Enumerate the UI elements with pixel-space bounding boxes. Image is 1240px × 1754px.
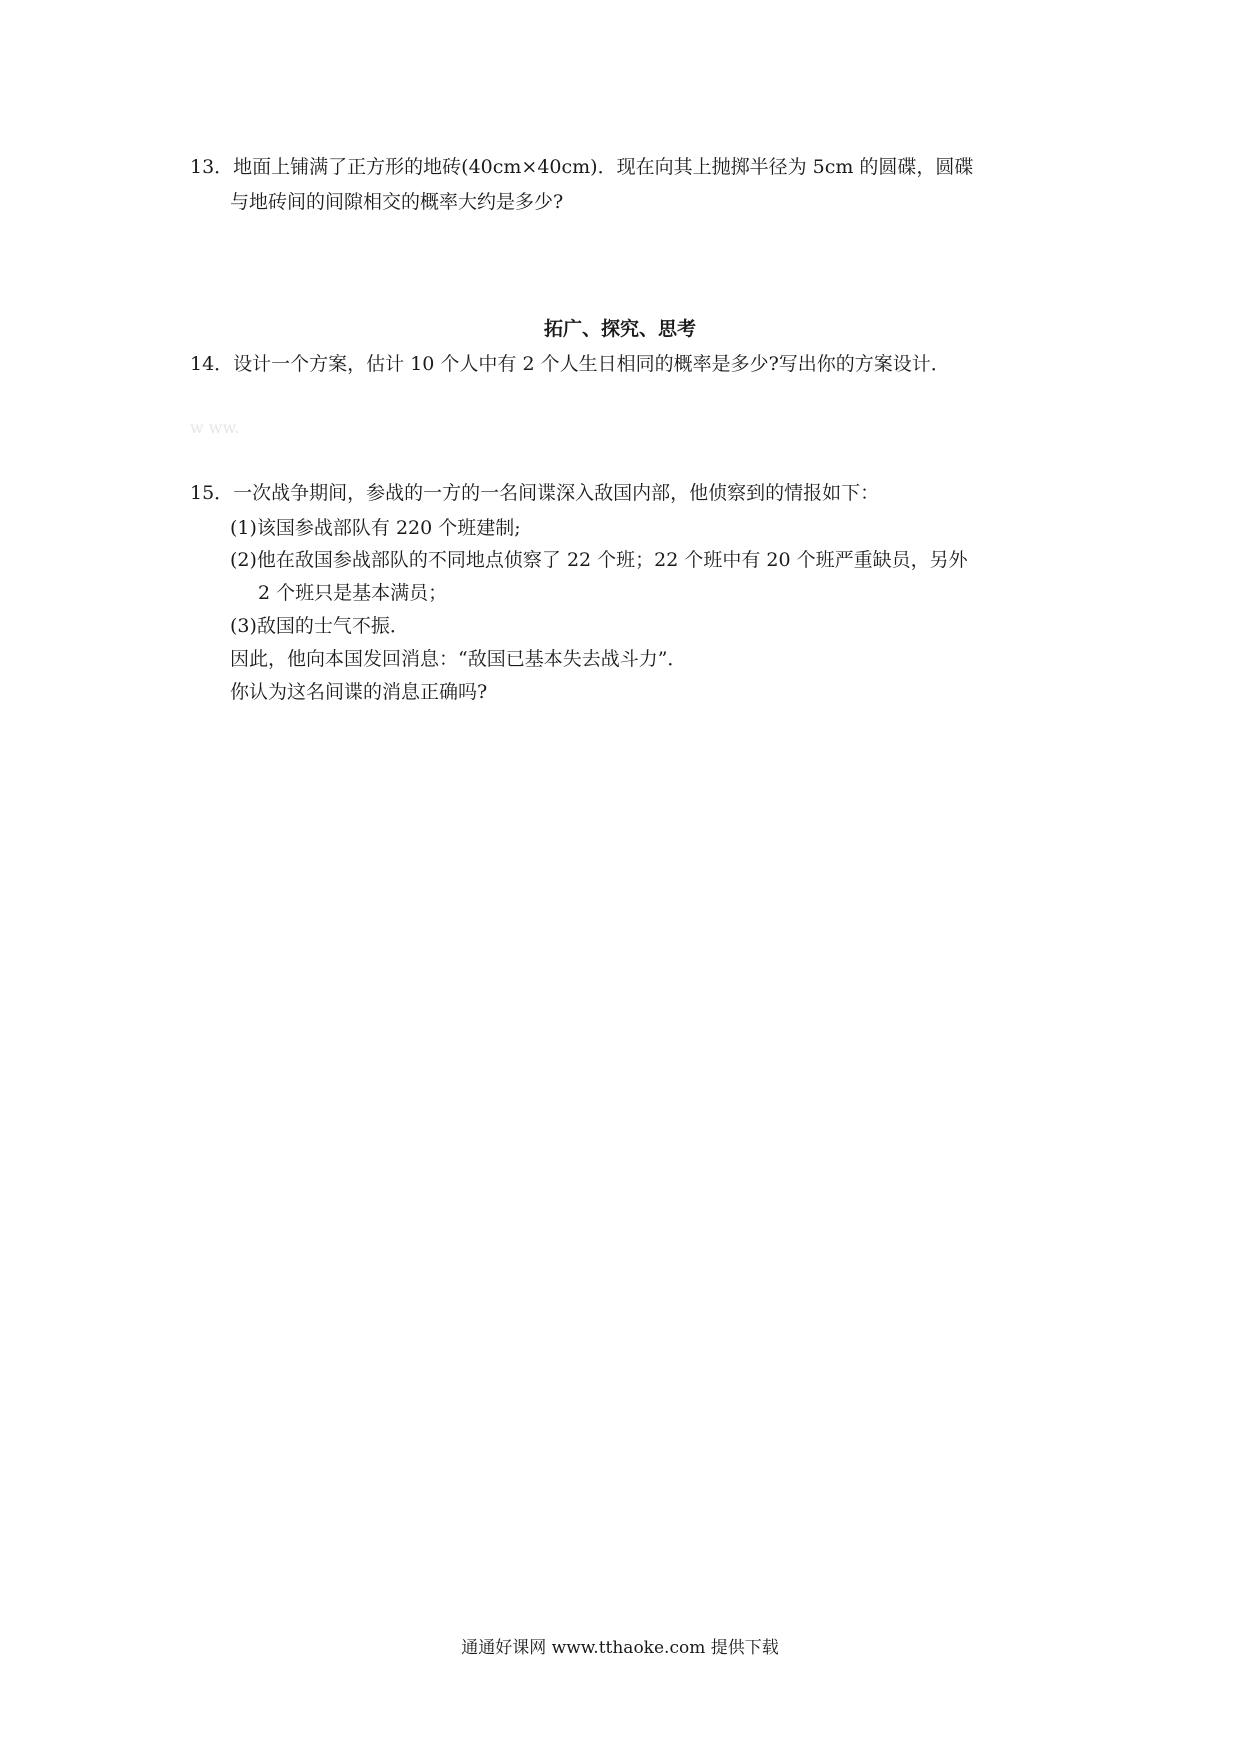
- question-15-item-3: (3)敌国的士气不振．: [230, 615, 409, 637]
- footer-source: 通通好课网 www.tthaoke.com 提供下载: [461, 1638, 779, 1658]
- question-13-line-1: 13．地面上铺满了正方形的地砖(40cm×40cm)．现在向其上抛掷半径为 5cm 的圆碟，圆碟: [190, 156, 974, 178]
- question-14-line-1: 14．设计一个方案，估计 10 个人中有 2 个人生日相同的概率是多少?写出你的方案设计．: [190, 353, 950, 375]
- faint-watermark-mark: w ww.: [190, 418, 240, 437]
- question-13-line-2: 与地砖间的间隙相交的概率大约是多少?: [230, 191, 564, 213]
- section-heading: 拓广、探究、思考: [543, 318, 696, 340]
- question-15-conclusion: 因此，他向本国发回消息：“敌国已基本失去战斗力”．: [230, 648, 687, 670]
- question-15-item-2-line-2: 2 个班只是基本满员；: [258, 582, 448, 604]
- question-15-item-2-line-1: (2)他在敌国参战部队的不同地点侦察了 22 个班；22 个班中有 20 个班严重缺员，另外: [230, 549, 968, 571]
- question-15-line-1: 15．一次战争期间，参战的一方的一名间谍深入敌国内部，他侦察到的情报如下：: [190, 482, 880, 504]
- question-15-question: 你认为这名间谍的消息正确吗?: [230, 681, 488, 703]
- question-15-item-1: (1)该国参战部队有 220 个班建制;: [230, 517, 521, 539]
